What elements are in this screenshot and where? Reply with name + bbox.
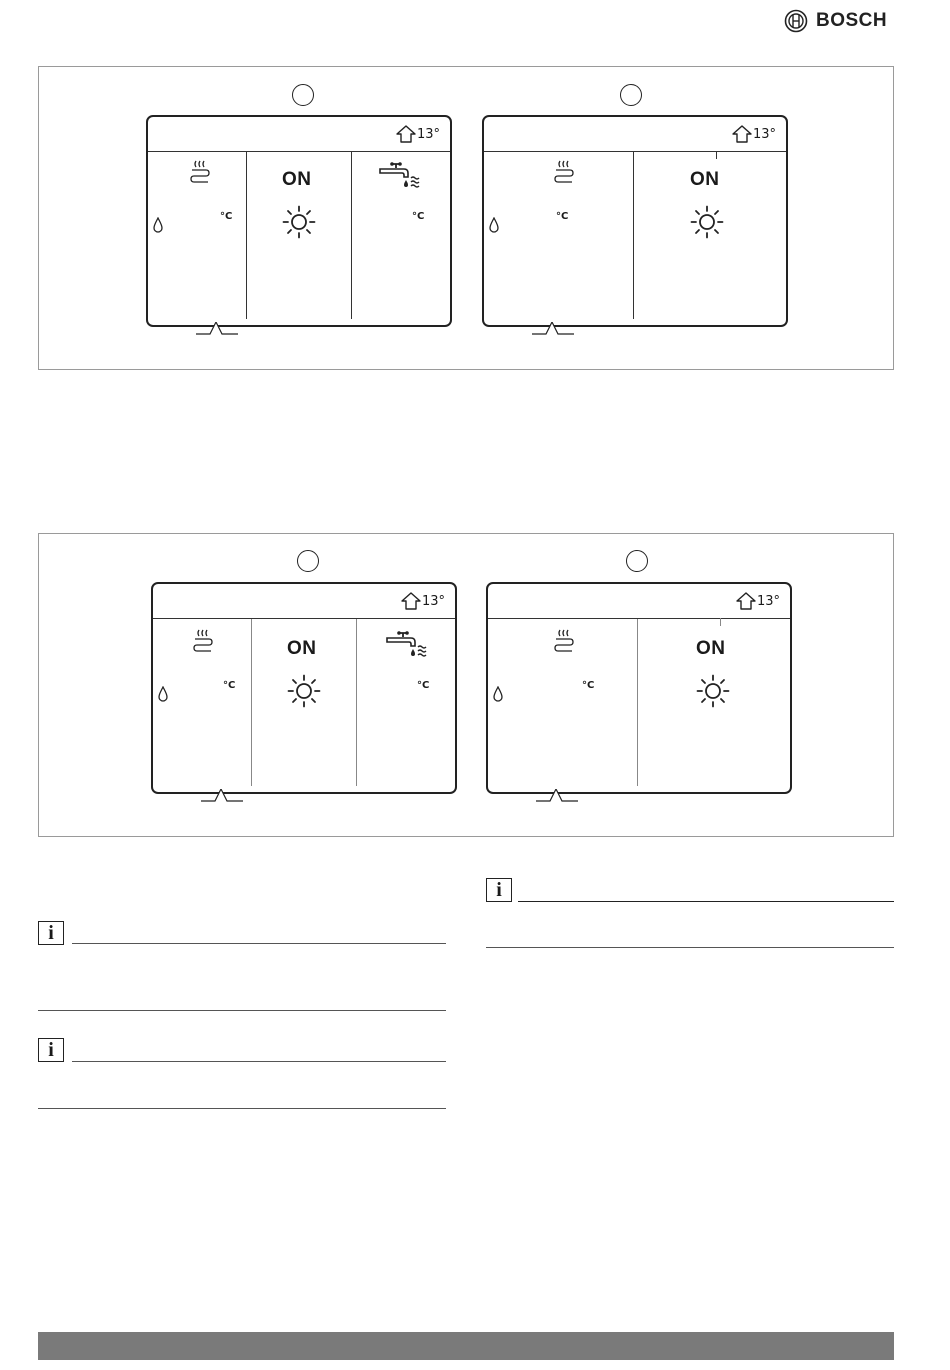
hot-water-tap-icon	[385, 630, 431, 660]
info-glyph: i	[48, 1039, 54, 1061]
sun-icon	[287, 674, 321, 708]
water-drop-icon	[152, 217, 164, 233]
sun-icon	[690, 205, 724, 239]
column-divider	[637, 619, 638, 786]
outdoor-temp-readout	[732, 125, 776, 143]
screen-header-divider	[488, 618, 790, 619]
status-on-label: ON	[696, 638, 726, 659]
callout-marker	[297, 550, 319, 572]
temperature-unit: °C	[220, 211, 233, 222]
display-screen-three-zone	[151, 582, 457, 794]
status-on-label: ON	[282, 169, 312, 190]
column-divider	[246, 152, 247, 319]
temperature-unit: °C	[582, 680, 595, 691]
bosch-armature-icon	[784, 9, 808, 33]
floor-heating-icon	[193, 628, 213, 654]
floor-heating-icon	[554, 159, 574, 185]
callout-marker	[292, 84, 314, 106]
speech-notch	[196, 322, 238, 336]
column-divider	[351, 152, 352, 319]
info-icon	[38, 921, 64, 945]
temperature-unit: °C	[556, 211, 569, 222]
info-icon	[486, 878, 512, 902]
outdoor-temp: 13°	[752, 126, 776, 142]
floor-heating-icon	[554, 628, 574, 654]
hot-water-tap-icon	[378, 161, 424, 191]
brand-name: BOSCH	[816, 10, 888, 31]
temperature-unit: °C	[412, 211, 425, 222]
footer-bar	[38, 1332, 894, 1360]
note-header-rule	[518, 901, 894, 902]
floor-heating-icon	[190, 159, 210, 185]
outdoor-temp: 13°	[756, 593, 780, 609]
sun-icon	[696, 674, 730, 708]
display-screen-two-zone	[482, 115, 788, 327]
outdoor-temp-readout	[736, 592, 780, 610]
status-on-label: ON	[690, 169, 720, 190]
screen-header-divider	[484, 151, 786, 152]
display-screen-three-zone	[146, 115, 452, 327]
house-arrow-icon	[396, 125, 416, 143]
screen-header-divider	[153, 618, 455, 619]
note-header-rule	[72, 1061, 446, 1062]
info-glyph: i	[496, 879, 502, 901]
screen-header-divider	[148, 151, 450, 152]
water-drop-icon	[157, 686, 169, 702]
figure-bottom	[38, 533, 894, 837]
column-divider	[633, 152, 634, 319]
house-arrow-icon	[401, 592, 421, 610]
header-tick	[720, 618, 721, 626]
callout-marker	[620, 84, 642, 106]
figure-top	[38, 66, 894, 370]
info-glyph: i	[48, 922, 54, 944]
info-icon	[38, 1038, 64, 1062]
callout-marker	[626, 550, 648, 572]
speech-notch	[532, 322, 574, 336]
temperature-unit: °C	[417, 680, 430, 691]
outdoor-temp: 13°	[421, 593, 445, 609]
column-divider	[356, 619, 357, 786]
sun-icon	[282, 205, 316, 239]
brand-logo	[784, 8, 898, 34]
note-footer-rule	[38, 1010, 446, 1011]
temperature-unit: °C	[223, 680, 236, 691]
speech-notch	[201, 789, 243, 803]
header-tick	[716, 151, 717, 159]
status-on-label: ON	[287, 638, 317, 659]
house-arrow-icon	[732, 125, 752, 143]
house-arrow-icon	[736, 592, 756, 610]
note-footer-rule	[38, 1108, 446, 1109]
note-header-rule	[72, 943, 446, 944]
note-footer-rule	[486, 947, 894, 948]
water-drop-icon	[488, 217, 500, 233]
column-divider	[251, 619, 252, 786]
outdoor-temp-readout	[396, 125, 440, 143]
display-screen-two-zone	[486, 582, 792, 794]
water-drop-icon	[492, 686, 504, 702]
outdoor-temp-readout	[401, 592, 445, 610]
outdoor-temp: 13°	[416, 126, 440, 142]
speech-notch	[536, 789, 578, 803]
